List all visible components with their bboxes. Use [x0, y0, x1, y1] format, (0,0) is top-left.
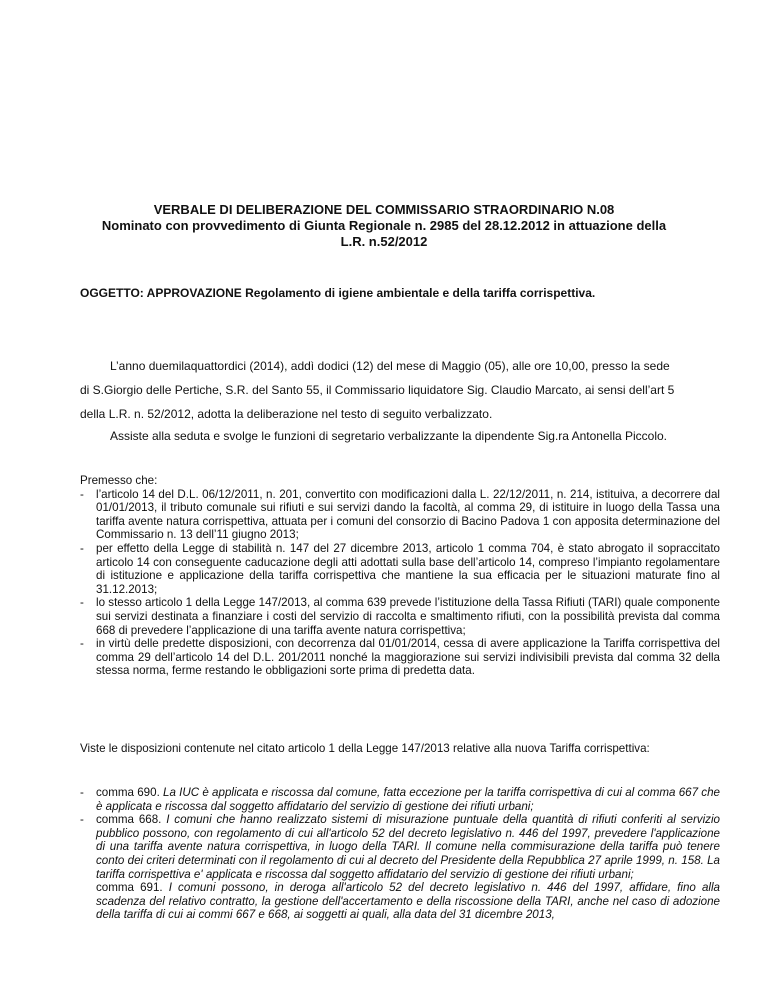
comma-text: I comuni che hanno realizzato sistemi di misurazione puntuale della quantità di rifiuti conferiti al servizio pubblico possono, con regolamento di cui all'articolo 52 del decreto legislativo n. 446 del 1997, prevedere l'applicazione di una tariffa avente natura corrispettiva, in luogo della TARI. Il comune nella commisurazione della tariffa può tenere conto dei criteri determinati con il regolamento di cui al decreto del Presidente della Repubblica 27 aprile 1999, n. 158. La tariffa corrispettiva e' applicata e riscossa dal soggetto affidatario del servizio di gestione dei rifiuti urbani;: [96, 813, 720, 881]
commi-section: [80, 786, 720, 922]
list-item: [80, 488, 720, 542]
comma-text: La IUC è applicata e riscossa dal comune, fatta eccezione per la tariffa corrispettiva di cui al comma 667 che è applicata e riscossa dal soggetto affidatario del servizio di gestione dei rifiuti urbani;: [96, 786, 720, 813]
premesso-lead: Premesso che:: [80, 474, 158, 487]
dash-mark: -: [80, 813, 84, 827]
dash-mark: -: [80, 487, 84, 501]
intro-line-1: L’anno duemilaquattordici (2014), addì dodici (12) del mese di Maggio (05), alle ore 10,00, presso la sede: [110, 359, 670, 373]
comma-label: comma 691.: [96, 881, 163, 895]
list-item-text: lo stesso articolo 1 della Legge 147/2013, al comma 639 prevede l’istituzione della Tassa Rifiuti (TARI) quale componente sui servizi destinata a finanziare i costi del servizio di raccolta e smaltimento rifiuti, con la possibilità prevista dal comma 668 di prevedere l’applicazione di una tariffa avente natura corrispettiva;: [96, 596, 720, 637]
header-subtitle: Nominato con provvedimento di Giunta Regionale n. 2985 del 28.12.2012 in attuazione della: [101, 218, 667, 233]
list-item-text: in virtù delle predette disposizioni, con decorrenza dal 01/01/2014, cessa di avere applicazione la Tariffa corrispettiva del comma 29 dell’articolo 14 del D.L. 201/2011 nonché la maggiorazione sui servizi indivisibili prevista dal comma 32 della stessa norma, ferme restando le obbligazioni sorte prima di predetta data.: [96, 637, 720, 678]
list-item: [80, 637, 720, 678]
dash-mark: -: [80, 596, 84, 610]
intro-secretary: Assiste alla seduta e svolge le funzioni di segretario verbalizzante la dipendente Sig.ra Antonella Piccolo.: [110, 429, 668, 443]
comma-text: I comuni possono, in deroga all'articolo 52 del decreto legislativo n. 446 del 1997, affidare, fino alla scadenza del relativo contratto, la gestione dell'accertamento e della riscossione della TARI, anche nel caso di adozione della tariffa di cui ai commi 667 e 668, ai soggetti ai quali, alla data del 31 dicembre 2013,: [96, 881, 720, 922]
dash-mark: -: [80, 541, 84, 555]
premesso-list: [80, 488, 720, 678]
list-item-text: l’articolo 14 del D.L. 06/12/2011, n. 201, convertito con modificazioni dalla L. 22/12/2011, n. 214, istituiva, a decorrere dal 01/01/2013, il tributo comunale sui rifiuti e sui servizi dando la facoltà, al comma 29, di istituire in luogo della Tassa una tariffa avente natura corrispettiva, attuata per i comuni del consorzio di Bacino Padova 1 con apposita determinazione del Commissario n. 13 dell’11 giugno 2013;: [96, 487, 720, 542]
header-title: VERBALE DI DELIBERAZIONE DEL COMMISSARIO STRAORDINARIO N.08: [153, 202, 615, 217]
dash-mark: -: [80, 637, 84, 651]
intro-line-2: di S.Giorgio delle Pertiche, S.R. del Santo 55, il Commissario liquidatore Sig. Claudio Marcato, ai sensi dell’art 5: [80, 383, 675, 397]
comma-691-paragraph: [80, 881, 720, 922]
viste-line: Viste le disposizioni contenute nel citato articolo 1 della Legge 147/2013 relative alla nuova Tariffa corrispettiva:: [80, 742, 650, 755]
comma-label: comma 690.: [96, 786, 160, 799]
premesso-section: [80, 474, 720, 678]
list-item: [80, 813, 720, 881]
comma-label: comma 668.: [96, 813, 162, 827]
list-item: [80, 786, 720, 813]
intro-line-3: della L.R. n. 52/2012, adotta la deliberazione nel testo di seguito verbalizzato.: [80, 407, 493, 421]
header-subtitle-cont: L.R. n.52/2012: [340, 234, 428, 249]
intro-section: [80, 354, 720, 446]
list-item: [80, 596, 720, 637]
list-item-text: per effetto della Legge di stabilità n. 147 del 27 dicembre 2013, articolo 1 comma 704, è stato abrogato il sopraccitato articolo 14 con conseguente caducazione degli atti adottati sulla base dell’articolo 14, compreso l’impianto regolamentare di istituzione e applicazione della tariffa corrispettiva che mantiene la sua efficacia per le situazioni maturate fino al 31.12.2013;: [96, 541, 720, 596]
commi-list: [80, 786, 720, 881]
list-item: [80, 542, 720, 596]
document-header: [60, 202, 708, 250]
subject-line: OGGETTO: APPROVAZIONE Regolamento di igiene ambientale e della tariffa corrispettiva.: [80, 286, 596, 300]
dash-mark: -: [80, 786, 84, 799]
